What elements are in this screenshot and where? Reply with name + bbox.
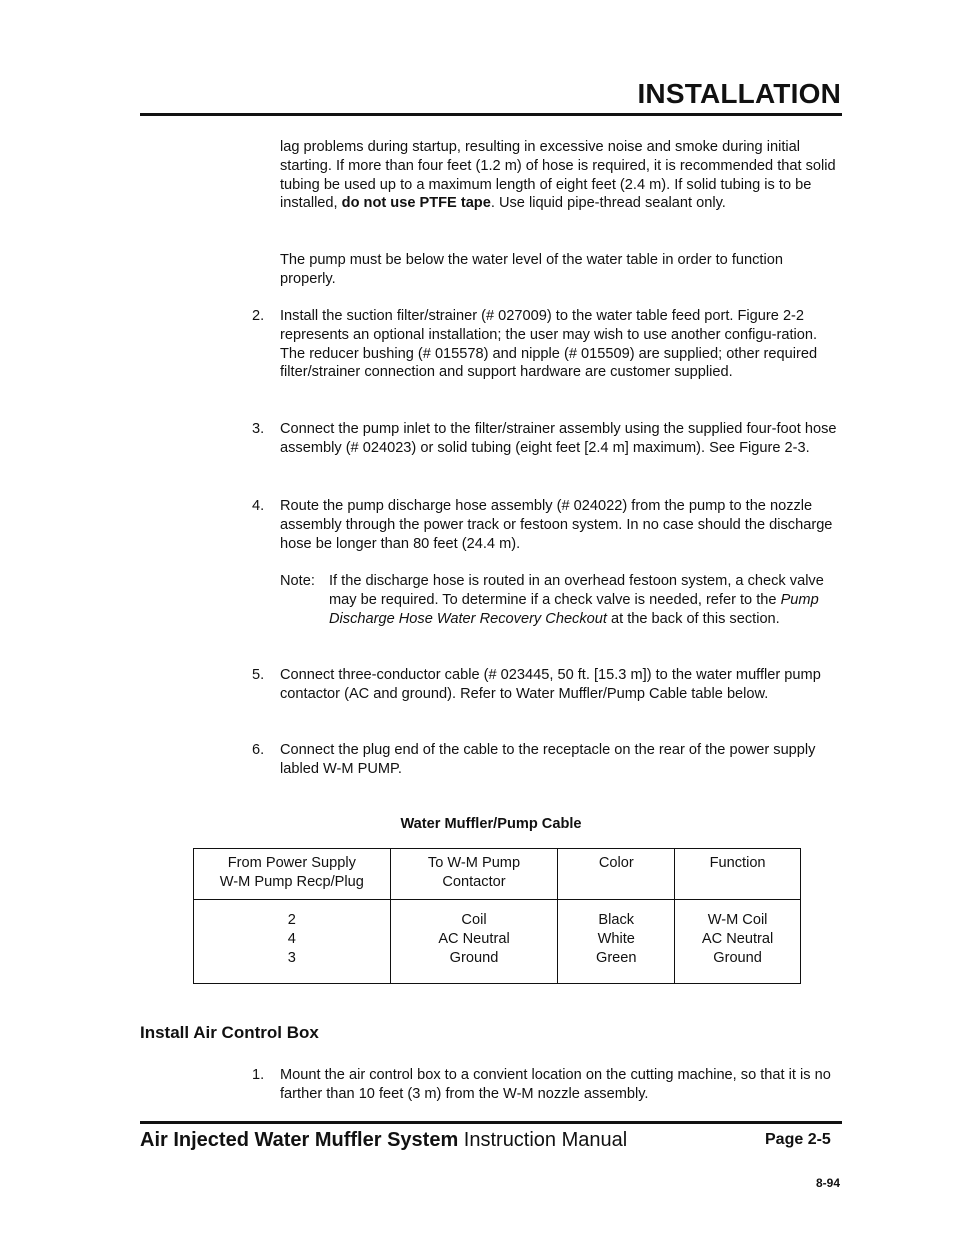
header-line: From Power Supply bbox=[227, 855, 356, 871]
revision-date: 8-94 bbox=[816, 1176, 841, 1190]
step-text: Connect three-conductor cable (# 023445, 50 ft. [15.3 m]) to the water muffler pump contactor (AC and ground). Refer to Water Muffler/Pump Cable table below. bbox=[280, 667, 821, 702]
cell-value: 4 bbox=[287, 931, 296, 947]
table-header-cell bbox=[675, 849, 801, 900]
page-number: Page 2-5 bbox=[765, 1131, 831, 1148]
step-number: 4. bbox=[252, 498, 265, 514]
table-header-cell bbox=[194, 849, 391, 900]
manual-title-bold: Air Injected Water Muffler System bbox=[140, 1129, 459, 1151]
cell-value: Ground bbox=[713, 950, 762, 966]
table-title: Water Muffler/Pump Cable bbox=[400, 816, 582, 832]
cell-value: Ground bbox=[449, 950, 499, 966]
header-rule bbox=[140, 113, 842, 116]
table-cell bbox=[390, 900, 558, 984]
manual-title bbox=[140, 1129, 627, 1152]
table-cell bbox=[194, 900, 391, 984]
intro-text-end: . Use liquid pipe-thread sealant only. bbox=[490, 195, 726, 212]
header-line: Contactor bbox=[442, 874, 506, 890]
note-reference-title: Pump Discharge Hose Water Recovery Checkout bbox=[329, 591, 819, 627]
cell-value: 3 bbox=[287, 950, 296, 966]
header-line: Function bbox=[709, 855, 766, 871]
table-header-cell bbox=[390, 849, 558, 900]
header-line: Color bbox=[598, 855, 634, 871]
step-text: Install the suction filter/strainer (# 027009) to the water table feed port. Figure 2-2 represents an optional installation; the user may wish to use another configu-ration. The reducer bushing (# 015578) and nipple (# 015509) are supplied; other required filter/strainer connection and support hardware are customer supplied. bbox=[280, 308, 818, 381]
step-number: 2. bbox=[252, 308, 265, 324]
note-text-end: at the back of this section. bbox=[606, 610, 780, 627]
table-header-row bbox=[194, 849, 801, 900]
header-line: W-M Pump Recp/Plug bbox=[219, 874, 364, 890]
step-number: 3. bbox=[252, 421, 265, 437]
step-text: Connect the plug end of the cable to the receptacle on the rear of the power supply labled W-M PUMP. bbox=[280, 742, 816, 777]
cell-value: AC Neutral bbox=[438, 931, 510, 947]
cell-value: Green bbox=[595, 950, 637, 966]
pump-level-paragraph: The pump must be below the water level of the water table in order to function properly. bbox=[280, 252, 783, 287]
step-number: 1. bbox=[252, 1067, 265, 1083]
cell-value: AC Neutral bbox=[701, 931, 774, 947]
cell-value: White bbox=[597, 931, 635, 947]
intro-paragraph bbox=[280, 138, 842, 213]
step-text: Route the pump discharge hose assembly (# 024022) from the pump to the nozzle assembly through the power track or festoon system. In no case should the discharge hose be longer than 80 feet (24.4 m). bbox=[280, 498, 833, 552]
cable-table bbox=[193, 848, 801, 984]
footer-rule bbox=[140, 1121, 842, 1124]
table-cell bbox=[558, 900, 675, 984]
cell-value: Black bbox=[598, 912, 635, 928]
section-heading: Install Air Control Box bbox=[140, 1023, 319, 1042]
cell-value: Coil bbox=[461, 912, 487, 928]
note-label: Note: bbox=[280, 573, 315, 589]
header-line: To W-M Pump bbox=[427, 855, 521, 871]
step-text: Mount the air control box to a convient location on the cutting machine, so that it is no farther than 10 feet (3 m) from the W-M nozzle assembly. bbox=[280, 1067, 831, 1102]
table-row bbox=[194, 900, 801, 984]
step-text: Connect the pump inlet to the filter/strainer assembly using the supplied four-foot hose assembly (# 024023) or solid tubing (eight feet [2.4 m] maximum). See Figure 2-3. bbox=[280, 421, 837, 456]
step-number: 5. bbox=[252, 667, 265, 683]
cell-value: W-M Coil bbox=[707, 912, 768, 928]
table-cell bbox=[675, 900, 801, 984]
manual-title-rest: Instruction Manual bbox=[458, 1129, 628, 1151]
cell-value: 2 bbox=[287, 912, 296, 928]
note-text-start: If the discharge hose is routed in an overhead festoon system, a check valve may be required. To determine if a check valve is needed, refer to the bbox=[329, 573, 824, 608]
note-text bbox=[329, 572, 841, 628]
intro-text: lag problems during startup, resulting in excessive noise and smoke during initial starting. If more than four feet (1.2 m) of hose is required, it is recommended that solid tubing be used up to a maximum length of eight feet (2.4 m). If solid tubing is to be installed, bbox=[280, 139, 836, 212]
step-number: 6. bbox=[252, 742, 265, 758]
page-header-title: INSTALLATION bbox=[637, 78, 841, 109]
intro-bold-warning: do not use PTFE tape bbox=[341, 195, 491, 212]
table-header-cell bbox=[558, 849, 675, 900]
